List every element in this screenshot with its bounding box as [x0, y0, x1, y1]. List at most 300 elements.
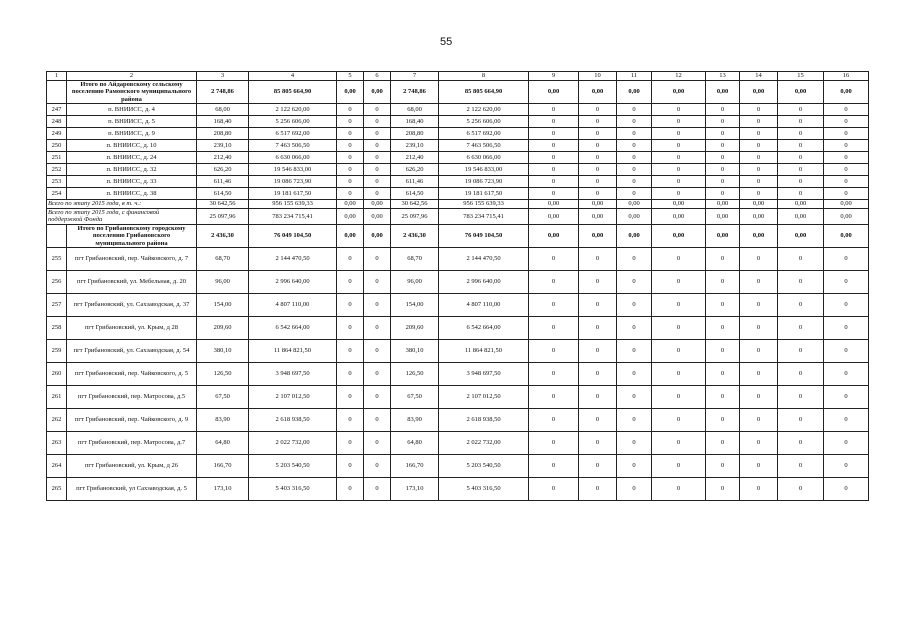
table-cell: 19 546 833,00 [249, 164, 337, 176]
table-row [47, 478, 869, 501]
table-cell: 0 [364, 176, 391, 188]
table-cell: 956 155 639,33 [249, 200, 337, 208]
table-cell: 2 144 470,50 [249, 248, 337, 271]
table-cell: 0 [778, 248, 824, 271]
table-cell: 126,50 [197, 363, 249, 386]
table-cell: 0,00 [337, 224, 364, 247]
table-cell: 626,20 [197, 164, 249, 176]
table-cell: 2 618 938,50 [249, 409, 337, 432]
table-cell: 0,00 [740, 208, 778, 224]
table-cell: 0 [778, 164, 824, 176]
table-cell: 0,00 [529, 224, 579, 247]
table-cell: 2 122 620,00 [249, 104, 337, 116]
table-cell: 173,10 [391, 478, 439, 501]
subtotal-row [47, 81, 869, 104]
table-cell: 0 [706, 188, 740, 200]
table-cell: 0 [364, 409, 391, 432]
table-cell: 0,00 [529, 81, 579, 104]
table-cell: 2 996 640,00 [249, 271, 337, 294]
table-cell: 0 [364, 432, 391, 455]
table-cell: 0,00 [778, 208, 824, 224]
table-cell: п. ВНИИСС, д. 4 [67, 104, 197, 116]
table-cell: 0 [579, 176, 617, 188]
table-cell: 0 [652, 317, 706, 340]
table-cell: 0 [529, 128, 579, 140]
table-row [47, 271, 869, 294]
table-cell: 0,00 [617, 81, 652, 104]
table-cell: 0,00 [778, 224, 824, 247]
table-cell: 0 [778, 478, 824, 501]
table-cell: 68,70 [197, 248, 249, 271]
table-cell: 0 [529, 248, 579, 271]
table-cell: 0 [652, 164, 706, 176]
table-cell: 2 436,30 [197, 224, 249, 247]
table-cell: 0,00 [337, 81, 364, 104]
table-cell: 0 [824, 363, 869, 386]
table-cell: 0 [706, 317, 740, 340]
table-cell: 0 [364, 386, 391, 409]
table-cell: 0 [652, 128, 706, 140]
table-cell: 0 [778, 386, 824, 409]
table-cell: 154,00 [391, 294, 439, 317]
table-cell: 5 403 316,50 [439, 478, 529, 501]
table-row [47, 140, 869, 152]
table-cell: 0 [824, 188, 869, 200]
table-cell: 0 [778, 340, 824, 363]
table-row [47, 317, 869, 340]
table-cell: 0 [337, 363, 364, 386]
table-cell: 0 [706, 386, 740, 409]
table-cell: 0,00 [778, 200, 824, 208]
table-cell: 212,40 [197, 152, 249, 164]
table-cell: 0 [740, 409, 778, 432]
table-cell: 19 181 617,50 [439, 188, 529, 200]
table-cell: 0,00 [579, 208, 617, 224]
table-cell: 0,00 [652, 208, 706, 224]
table-cell: 0 [652, 248, 706, 271]
table-cell: 0 [652, 409, 706, 432]
table-cell: 380,10 [391, 340, 439, 363]
table-cell: 0 [337, 317, 364, 340]
table-cell: пгт Грибановский, ул. Крым, д 26 [67, 455, 197, 478]
table-cell: 0 [740, 176, 778, 188]
table-cell: 2 748,86 [197, 81, 249, 104]
table-cell: 0 [337, 386, 364, 409]
table-cell: 0 [824, 176, 869, 188]
table-cell: пгт Грибановский, ул. Сахзаводская, д. 37 [67, 294, 197, 317]
table-cell: 6 630 066,00 [249, 152, 337, 164]
table-cell: 0 [529, 188, 579, 200]
table-cell: 0 [824, 386, 869, 409]
table-cell: 0 [617, 363, 652, 386]
table-cell: 0 [778, 188, 824, 200]
table-cell: 0 [579, 104, 617, 116]
table-cell: 0 [617, 188, 652, 200]
table-cell: 6 542 664,00 [249, 317, 337, 340]
table-cell: 0 [740, 248, 778, 271]
table-cell: 0 [706, 363, 740, 386]
table-row [47, 455, 869, 478]
table-cell: 0,00 [652, 81, 706, 104]
table-cell: 0 [529, 363, 579, 386]
table-cell: 0 [337, 104, 364, 116]
table-cell: 85 805 664,90 [249, 81, 337, 104]
table-cell: 6 517 692,00 [249, 128, 337, 140]
table-cell: 0 [617, 116, 652, 128]
table-cell: 0 [706, 104, 740, 116]
table-cell: 0,00 [579, 81, 617, 104]
table-cell: 5 203 540,50 [439, 455, 529, 478]
table-cell: 0,00 [740, 224, 778, 247]
table-cell: п. ВНИИСС, д. 5 [67, 116, 197, 128]
table-cell: 0 [824, 248, 869, 271]
table-cell: 0,00 [529, 200, 579, 208]
table-cell: 209,60 [391, 317, 439, 340]
table-cell: 64,80 [391, 432, 439, 455]
table-cell: 254 [47, 188, 67, 200]
table-cell: 0 [617, 294, 652, 317]
table-cell: 0 [337, 294, 364, 317]
table-cell: 2 996 640,00 [439, 271, 529, 294]
table-row [47, 248, 869, 271]
table-cell: 0 [617, 340, 652, 363]
table-cell: пгт Грибановский, ул. Мебельная, д. 20 [67, 271, 197, 294]
table-cell: пгт Грибановский, пер. Чайковского, д. 5 [67, 363, 197, 386]
table-cell: 25 097,96 [197, 208, 249, 224]
table-cell: 263 [47, 432, 67, 455]
table-cell: 0 [706, 128, 740, 140]
table-cell: 0 [652, 188, 706, 200]
table-cell: пгт Грибановский, пер. Матросова, д.5 [67, 386, 197, 409]
table-cell: 11 864 821,50 [439, 340, 529, 363]
column-number: 8 [439, 72, 529, 81]
table-cell: 614,50 [197, 188, 249, 200]
table-cell: 19 086 723,90 [249, 176, 337, 188]
table-cell: 96,00 [391, 271, 439, 294]
table-cell: 3 948 697,50 [249, 363, 337, 386]
table-cell: 0 [740, 140, 778, 152]
table-cell: 239,10 [197, 140, 249, 152]
table-cell: 0 [337, 340, 364, 363]
column-number-row [47, 72, 869, 81]
table-cell: 0 [740, 116, 778, 128]
table-cell: 0 [337, 176, 364, 188]
table-cell: 250 [47, 140, 67, 152]
table-cell: 611,46 [197, 176, 249, 188]
table-cell: п. ВНИИСС, д. 38 [67, 188, 197, 200]
table-cell: 0 [337, 140, 364, 152]
table-cell: 0 [824, 164, 869, 176]
table-cell: 0,00 [706, 208, 740, 224]
column-number: 11 [617, 72, 652, 81]
table-cell: 0 [824, 152, 869, 164]
table-cell: 4 807 110,00 [249, 294, 337, 317]
table-cell: 3 948 697,50 [439, 363, 529, 386]
table-cell [47, 81, 67, 104]
table-cell: 260 [47, 363, 67, 386]
table-cell: 0 [740, 386, 778, 409]
table-cell: Итого по Айдаровскому сельскому поселению Рамонского муниципального района [67, 81, 197, 104]
table-row [47, 340, 869, 363]
table-cell: 0,00 [706, 224, 740, 247]
table-cell: 0 [652, 104, 706, 116]
table-cell: 67,50 [197, 386, 249, 409]
table-cell: 0 [706, 116, 740, 128]
table-cell: 0 [529, 294, 579, 317]
table-cell: 0 [529, 386, 579, 409]
table-cell: 0,00 [824, 81, 869, 104]
table-cell: 0 [617, 248, 652, 271]
table-cell: 380,10 [197, 340, 249, 363]
table-row [47, 409, 869, 432]
table-cell: 0 [706, 409, 740, 432]
table-cell: 0 [579, 317, 617, 340]
stage-total-row [47, 200, 869, 208]
table-cell: 0 [740, 455, 778, 478]
table-cell: 0 [337, 188, 364, 200]
table-cell: 0,00 [364, 81, 391, 104]
column-number: 12 [652, 72, 706, 81]
table-cell: 0 [579, 128, 617, 140]
table-cell: 0 [778, 271, 824, 294]
table-cell: 261 [47, 386, 67, 409]
table-cell: 30 642,56 [391, 200, 439, 208]
table-cell: 2 122 620,00 [439, 104, 529, 116]
table-cell: 0 [529, 432, 579, 455]
table-cell: 0 [652, 176, 706, 188]
column-number: 4 [249, 72, 337, 81]
table-cell: 0 [337, 128, 364, 140]
table-cell: 0 [778, 455, 824, 478]
table-cell: 0,00 [652, 224, 706, 247]
table-cell: 0 [824, 116, 869, 128]
table-cell: 0 [579, 340, 617, 363]
table-cell: 0 [617, 409, 652, 432]
table-cell: 0 [364, 152, 391, 164]
table-cell: 4 807 110,00 [439, 294, 529, 317]
table-cell: 611,46 [391, 176, 439, 188]
table-cell: 0 [652, 294, 706, 317]
table-cell: 0 [617, 455, 652, 478]
table-cell: 2 107 012,50 [439, 386, 529, 409]
table-cell: 5 403 316,50 [249, 478, 337, 501]
table-cell: 248 [47, 116, 67, 128]
table-cell: 0 [740, 152, 778, 164]
table-cell: 0 [579, 271, 617, 294]
table-cell: 0 [652, 432, 706, 455]
table-cell: 0 [778, 409, 824, 432]
table-cell [47, 224, 67, 247]
table-cell: 0 [617, 140, 652, 152]
table-cell: 0 [778, 317, 824, 340]
table-cell: 0 [529, 116, 579, 128]
table-cell: 2 022 732,00 [439, 432, 529, 455]
table-cell: 0 [652, 140, 706, 152]
table-cell: 2 618 938,50 [439, 409, 529, 432]
table-cell: 0 [706, 164, 740, 176]
table-cell: 2 748,86 [391, 81, 439, 104]
table-cell: 0 [364, 140, 391, 152]
table-cell: 783 234 715,41 [249, 208, 337, 224]
table-cell: 0 [529, 317, 579, 340]
table-cell: 614,50 [391, 188, 439, 200]
table-cell: 7 463 506,50 [249, 140, 337, 152]
table-cell: 0 [824, 294, 869, 317]
table-cell: 0 [706, 455, 740, 478]
table-cell: 0 [617, 164, 652, 176]
table-cell: 5 256 606,00 [249, 116, 337, 128]
table-cell: 956 155 639,33 [439, 200, 529, 208]
table-cell: 0 [706, 340, 740, 363]
table-cell: 0 [579, 152, 617, 164]
column-number: 16 [824, 72, 869, 81]
table-cell: п. ВНИИСС, д. 33 [67, 176, 197, 188]
table-cell: 255 [47, 248, 67, 271]
table-cell: 5 203 540,50 [249, 455, 337, 478]
table-cell: 0 [652, 271, 706, 294]
table-cell: 256 [47, 271, 67, 294]
table-cell: 0,00 [740, 81, 778, 104]
column-number: 3 [197, 72, 249, 81]
table-cell: 0,00 [778, 81, 824, 104]
table-cell: 0 [529, 104, 579, 116]
table-cell: 83,90 [391, 409, 439, 432]
table-cell: пгт Грибановский, ул. Крым, д 28 [67, 317, 197, 340]
table-cell: 0 [337, 164, 364, 176]
table-cell: 0 [617, 128, 652, 140]
table-cell: п. ВНИИСС, д. 24 [67, 152, 197, 164]
table-cell: 0 [740, 164, 778, 176]
table-cell: 0 [824, 432, 869, 455]
table-cell: 0 [617, 386, 652, 409]
table-cell: 0 [652, 455, 706, 478]
table-cell: пгт Грибановский, пер. Чайковского, д. 9 [67, 409, 197, 432]
table-cell: 19 086 723,90 [439, 176, 529, 188]
table-cell: 6 630 066,00 [439, 152, 529, 164]
table-cell: Всего по этапу 2015 года, с финансовой поддержкой Фонда [47, 208, 197, 224]
table-row [47, 104, 869, 116]
table-cell: 0 [778, 128, 824, 140]
table-cell: 0 [824, 340, 869, 363]
table-cell: 209,60 [197, 317, 249, 340]
column-number: 1 [47, 72, 67, 81]
table-cell: 0 [579, 248, 617, 271]
table-cell: 0 [778, 140, 824, 152]
table-cell: 83,90 [197, 409, 249, 432]
table-cell: 0 [706, 176, 740, 188]
table-cell: 0 [364, 248, 391, 271]
table-cell: 0,00 [824, 208, 869, 224]
table-cell: 258 [47, 317, 67, 340]
table-cell: 0 [706, 478, 740, 501]
table-cell: 0,00 [617, 224, 652, 247]
table-cell: 0 [529, 478, 579, 501]
table-cell: 0,00 [706, 81, 740, 104]
table-cell: 0 [617, 271, 652, 294]
table-row [47, 294, 869, 317]
table-cell: 259 [47, 340, 67, 363]
table-cell: 0 [579, 188, 617, 200]
table-cell: 0 [778, 104, 824, 116]
stage-total-row [47, 208, 869, 224]
table-cell: 0 [617, 432, 652, 455]
table-row [47, 386, 869, 409]
table-cell: 0 [706, 271, 740, 294]
table-cell: 208,80 [197, 128, 249, 140]
table-cell: 249 [47, 128, 67, 140]
table-cell: 0 [617, 152, 652, 164]
table-cell: 154,00 [197, 294, 249, 317]
table-cell: 0 [617, 317, 652, 340]
table-cell: Всего по этапу 2015 года, в т. ч.: [47, 200, 197, 208]
column-number: 9 [529, 72, 579, 81]
table-cell: 0,00 [706, 200, 740, 208]
table-cell: 0 [529, 176, 579, 188]
table-cell: 257 [47, 294, 67, 317]
table-cell: 68,70 [391, 248, 439, 271]
table-cell: 0 [617, 176, 652, 188]
table-cell: 247 [47, 104, 67, 116]
page-number: 55 [440, 36, 453, 48]
table-cell: 30 642,56 [197, 200, 249, 208]
table-cell: 0 [740, 478, 778, 501]
table-cell: 0,00 [617, 208, 652, 224]
table-cell: 0 [652, 152, 706, 164]
table-cell: 19 546 833,00 [439, 164, 529, 176]
table-cell: 0,00 [364, 200, 391, 208]
table-cell: 173,10 [197, 478, 249, 501]
table-cell: 0 [617, 478, 652, 501]
table-cell: 0 [529, 164, 579, 176]
table-cell: 0 [706, 294, 740, 317]
table-cell: 168,40 [391, 116, 439, 128]
table-cell: 0,00 [824, 224, 869, 247]
table-cell: 25 097,96 [391, 208, 439, 224]
table-cell: 0 [824, 478, 869, 501]
table-cell: 7 463 506,50 [439, 140, 529, 152]
table-cell: 0 [824, 140, 869, 152]
table-cell: 0 [364, 340, 391, 363]
table-row [47, 432, 869, 455]
table-cell: 0 [364, 188, 391, 200]
table-cell: 0 [652, 478, 706, 501]
table-cell: 0,00 [579, 224, 617, 247]
table-cell: 0 [740, 128, 778, 140]
table-cell: 0 [337, 432, 364, 455]
table-row [47, 164, 869, 176]
table-cell: 251 [47, 152, 67, 164]
table-cell: 0 [579, 116, 617, 128]
column-number: 14 [740, 72, 778, 81]
table-cell: 0 [778, 152, 824, 164]
table-cell: 0 [579, 455, 617, 478]
table-cell: 76 049 104,50 [439, 224, 529, 247]
table-cell: 68,00 [391, 104, 439, 116]
table-cell: 0 [824, 271, 869, 294]
table-cell: 0 [824, 455, 869, 478]
table-cell: 0 [617, 104, 652, 116]
table-cell: 0 [652, 340, 706, 363]
table-row [47, 176, 869, 188]
table-cell: 253 [47, 176, 67, 188]
table-cell: 5 256 606,00 [439, 116, 529, 128]
table-cell: 126,50 [391, 363, 439, 386]
table-cell: 0,00 [824, 200, 869, 208]
table-cell: 168,40 [197, 116, 249, 128]
table-cell: 0 [740, 294, 778, 317]
table-cell: 0 [778, 294, 824, 317]
table-cell: п. ВНИИСС, д. 32 [67, 164, 197, 176]
